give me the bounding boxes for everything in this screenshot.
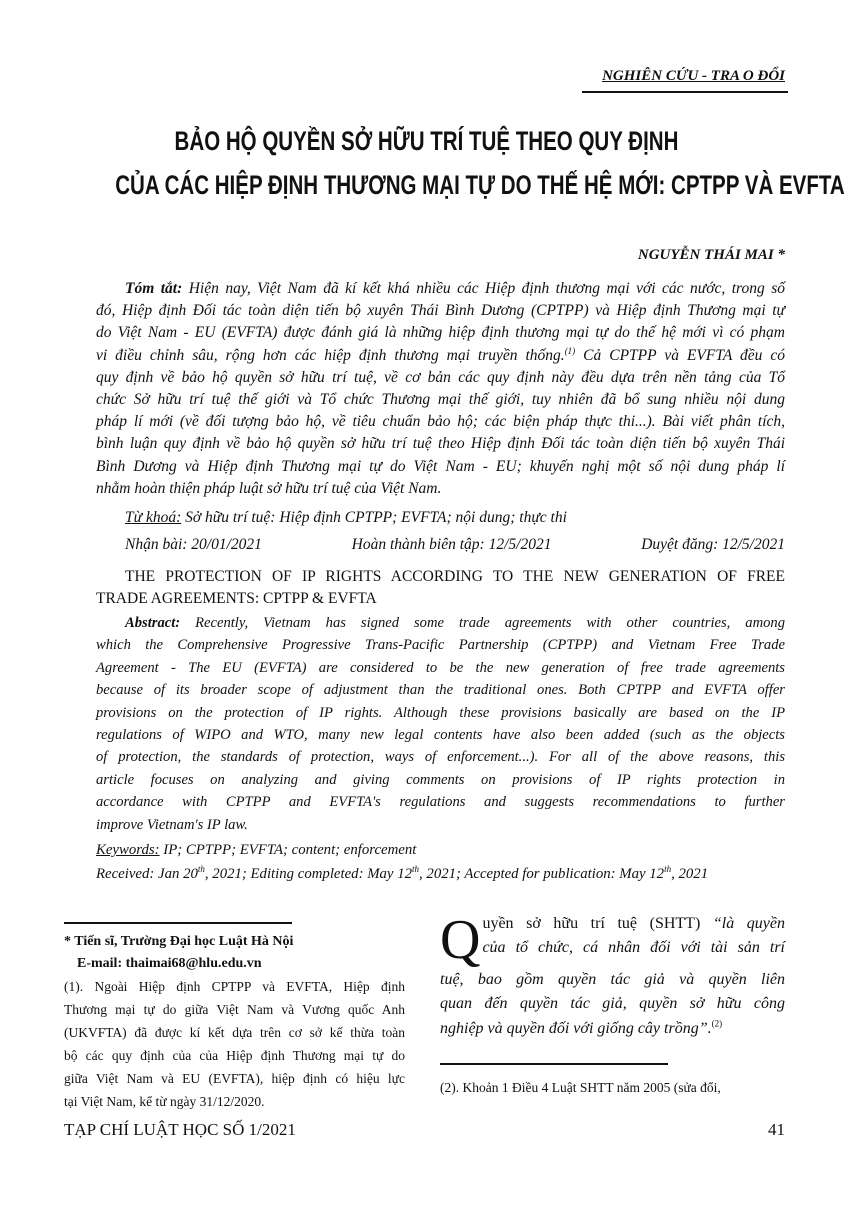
footnote-rule-2	[440, 1063, 668, 1065]
drop-cap: Q	[440, 909, 481, 971]
footnote-2: (2). Khoản 1 Điều 4 Luật SHTT năm 2005 (sửa đổi,	[440, 1080, 721, 1095]
body-text: Q uyền sở hữu trí tuệ (SHTT) “là quyền của tổ chức, cá nhân đối với tài sản trí tuệ, bao gồm quyền tác giả và quyền liên quan đến quyền tác giả, quyền sở hữu công nghiệp và quyền đối với giống cây trồng”.$^{(2)}$	[440, 909, 785, 1037]
abstract-en: Abstract: Recently, Vietnam has signed some trade agreements with other countries, among which the Comprehensive Progressive Trans-Pacific Partnership (CPTPP) and Vietnam Free Trade Agreement - The EU (EVFTA) are considered to be the new generation of free trade agreements because of its broader scope of adjustment than the traditional ones. Both CPTPP and EVFTA offer provisions on the protection of IP rights. Although these provisions basically are based on the IP regulations of WIPO and WTO, many new legal contents have also been added (such as the objects of protection, the standards of protection, ways of enforcement...). For all of the above reasons, this article focuses on analyzing and giving comments on provisions of IP rights protection in accordance with CPTPP and EVFTA's regulations and suggests recommendations to further improve Vietnam's IP law.	[96, 615, 785, 833]
article-title-line1: BẢO HỘ QUYỀN SỞ HỮU TRÍ TUỆ THEO QUY ĐỊNH	[174, 126, 679, 156]
journal-footer: TẠP CHÍ LUẬT HỌC SỐ 1/2021	[64, 1120, 296, 1139]
abstract-vi: Tóm tắt: Hiện nay, Việt Nam đã kí kết khá nhiều các Hiệp định thương mại với các nước, trong số đó, Hiệp định Đối tác toàn diện tiến bộ xuyên Thái Bình Dương (CPTPP) và Hiệp định Thương mại tự do Việt Nam - EU (EVFTA) được đánh giá là những hiệp định thương mại tự do thế hệ mới vì có phạm vi điều chỉnh sâu, rộng hơn các hiệp định thương mại truyền thống.$^{(1)}$ Cả CPTPP và EVFTA đều có quy định về bảo hộ quyền sở hữu trí tuệ, về cơ bản các quy định này đều dựa trên nền tảng của Tổ chức Sở hữu trí tuệ thế giới và Tổ chức Thương mại thế giới, tuy nhiên đã bổ sung nhiều nội dung pháp lí mới (về đối tượng bảo hộ, về tiêu chuẩn bảo hộ; các biện pháp thực thi...). Bài viết phân tích, bình luận quy định về bảo hộ quyền sở hữu trí tuệ theo Hiệp định Đối tác toàn diện tiến bộ xuyên Thái Bình Dương và Hiệp định Thương mại tự do Việt Nam - EU; khuyến nghị một số nội dung pháp lí nhằm hoàn thiện pháp luật sở hữu trí tuệ của Việt Nam.	[96, 280, 785, 497]
article-title-line2: CỦA CÁC HIỆP ĐỊNH THƯƠNG MẠI TỰ DO THẾ HỆ MỚI: CPTPP VÀ EVFTA	[115, 170, 845, 200]
dates-vi: Nhận bài: 20/01/2021 Hoàn thành biên tập: 12/5/2021 Duyệt đăng: 12/5/2021	[125, 536, 785, 553]
header-rule	[582, 91, 788, 93]
page-number: 41	[768, 1120, 785, 1139]
english-title: THE PROTECTION OF IP RIGHTS ACCORDING TO THE NEW GENERATION OF FREE TRADE AGREEMENTS: CPTPP & EVFTA	[96, 568, 785, 607]
section-header: NGHIÊN CỨU - TRA O ĐỔI	[602, 68, 785, 84]
dates-en: Received: Jan 20th, 2021; Editing completed: May 12th, 2021; Accepted for publication: May 12th, 2021	[96, 864, 709, 882]
author-affiliation: * Tiến sĩ, Trường Đại học Luật Hà Nội E-mail: thaimai68@hlu.edu.vn	[64, 934, 294, 971]
footnote-1: (1). Ngoài Hiệp định CPTPP và EVFTA, Hiệp định Thương mại tự do giữa Việt Nam và Vương quốc Anh (UKVFTA) đã được kí kết dựa trên cơ sở kế thừa toàn bộ các quy định của của Hiệp định Thương mại tự do giữa Việt Nam và EU (EVFTA), hiệp định có hiệu lực tại Việt Nam, kể từ ngày 31/12/2020.	[64, 979, 405, 1109]
footnote-rule	[64, 922, 292, 924]
keywords-vi: Từ khoá: Sở hữu trí tuệ: Hiệp định CPTPP; EVFTA; nội dung; thực thi	[125, 509, 567, 526]
author: NGUYỄN THÁI MAI *	[637, 247, 785, 263]
keywords-en: Keywords: IP; CPTPP; EVFTA; content; enforcement	[96, 842, 417, 858]
abstract-vi-label: Tóm tắt:	[125, 280, 183, 297]
